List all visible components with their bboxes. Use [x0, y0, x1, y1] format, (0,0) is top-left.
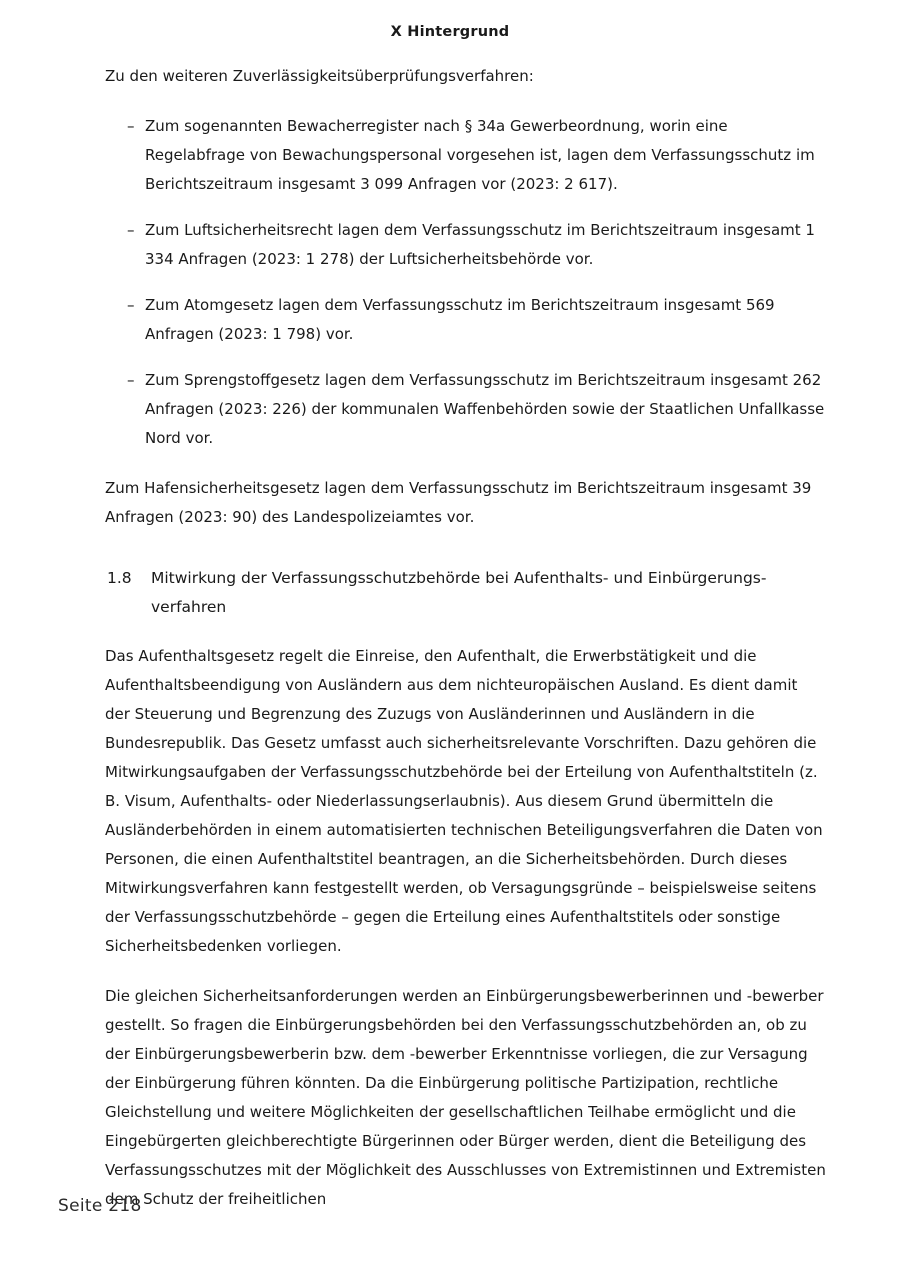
list-item-text: Zum Luftsicherheitsrecht lagen dem Verfassungsschutz im Berichtszeitraum insgesamt 1 334 Anfragen (2023: 1 278) der Luftsicherheitsbehörde vor.: [145, 221, 815, 268]
page-number: Seite 218: [58, 1196, 142, 1216]
list-item-text: Zum Atomgesetz lagen dem Verfassungsschutz im Berichtszeitraum insgesamt 569 Anfragen (2023: 1 798) vor.: [145, 296, 775, 343]
list-item: [105, 216, 827, 274]
list-item: [105, 112, 827, 199]
section-heading: [105, 564, 827, 622]
spacer: [105, 91, 827, 112]
paragraph-hafensicherheitsgesetz: Zum Hafensicherheitsgesetz lagen dem Verfassungsschutz im Berichtszeitraum insgesamt 39 Anfragen (2023: 90) des Landespolizeiamtes vor.: [105, 479, 812, 526]
spacer: [105, 532, 827, 564]
intro-paragraph: Zu den weiteren Zuverlässigkeitsüberprüfungsverfahren:: [105, 67, 534, 85]
spacer: [105, 622, 827, 642]
section-title: Mitwirkung der Verfassungsschutzbehörde bei Aufenthalts- und Einbürgerungsverfahren: [151, 569, 767, 616]
list-item: [105, 291, 827, 349]
bullet-list: [105, 112, 827, 453]
spacer: [105, 453, 827, 474]
page-content: [105, 62, 827, 1214]
list-item-text: Zum sogenannten Bewacherregister nach § 34a Gewerbeordnung, worin eine Regelabfrage von Bewachungspersonal vorgesehen ist, lagen dem Verfassungsschutz im Berichtszeitraum insgesamt 3 099 Anfragen vor (2023: 2 617).: [145, 117, 815, 193]
dash-marker: –: [127, 296, 135, 314]
paragraph-einbuergerung: Die gleichen Sicherheitsanforderungen werden an Einbürgerungsbewerberinnen und -bewerber gestellt. So fragen die Einbürgerungsbehörden bei den Verfassungsschutzbehörden an, ob zu der Einbürgerungsbewerberin bzw. dem -bewerber Erkenntnisse vorliegen, die zur Versagung der Einbürgerung führen könnten. Da die Einbürgerung politische Partizipation, rechtliche Gleichstellung und weitere Möglichkeiten der gesellschaftlichen Teilhabe ermöglicht und die Eingebürgerten gleichberechtigte Bürgerinnen oder Bürger werden, dient die Beteiligung des Verfassungsschutzes mit der Möglichkeit des Ausschlusses von Extremistinnen und Extremisten dem Schutz der freiheitlichen: [105, 987, 826, 1208]
list-item: [105, 366, 827, 453]
dash-marker: –: [127, 117, 135, 135]
section-number: 1.8: [107, 569, 132, 587]
dash-marker: –: [127, 221, 135, 239]
list-item-text: Zum Sprengstoffgesetz lagen dem Verfassungsschutz im Berichtszeitraum insgesamt 262 Anfragen (2023: 226) der kommunalen Waffenbehörden sowie der Staatlichen Unfallkasse Nord vor.: [145, 371, 825, 447]
running-head: X Hintergrund: [390, 24, 510, 40]
dash-marker: –: [127, 371, 135, 389]
spacer: [105, 961, 827, 982]
paragraph-aufenthaltsgesetz: Das Aufenthaltsgesetz regelt die Einreise, den Aufenthalt, die Erwerbstätigkeit und die Aufenthaltsbeendigung von Ausländern aus dem nichteuropäischen Ausland. Es dient damit der Steuerung und Begrenzung des Zuzugs von Ausländerinnen und Ausländern in die Bundesrepublik. Das Gesetz umfasst auch sicherheitsrelevante Vorschriften. Dazu gehören die Mitwirkungsaufgaben der Verfassungsschutzbehörde bei der Erteilung von Aufenthaltstiteln (z. B. Visum, Aufenthalts- oder Niederlassungserlaubnis). Aus diesem Grund übermitteln die Ausländerbehörden in einem automatisierten technischen Beteiligungsverfahren die Daten von Personen, die einen Aufenthaltstitel beantragen, an die Sicherheitsbehörden. Durch dieses Mitwirkungsverfahren kann festgestellt werden, ob Versagungsgründe – beispielsweise seitens der Verfassungsschutzbehörde – gegen die Erteilung eines Aufenthaltstitels oder sonstige Sicherheitsbedenken vorliegen.: [105, 647, 823, 955]
